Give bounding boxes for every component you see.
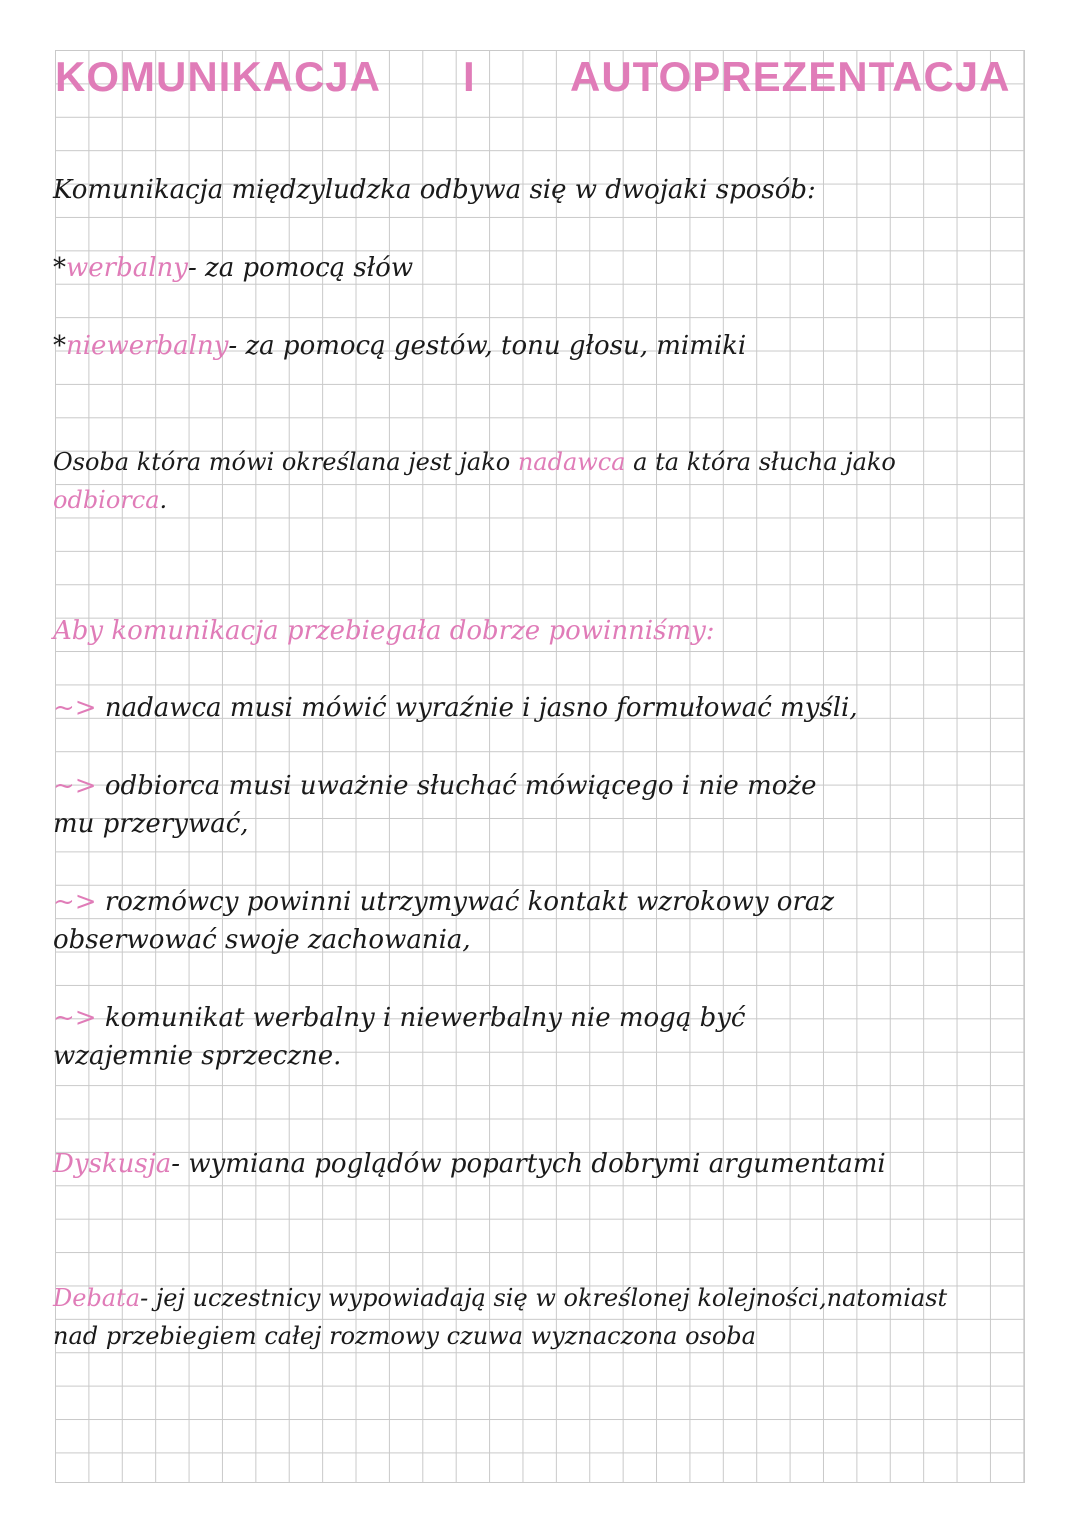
rules-heading: Aby komunikacja przebiegała dobrze powinniśmy: bbox=[53, 616, 715, 646]
page-title bbox=[55, 52, 1011, 102]
rule-item bbox=[53, 768, 816, 804]
term-nadawca: nadawca bbox=[517, 448, 626, 476]
arrow-icon: ~> bbox=[53, 887, 97, 917]
roles-text: a ta która słucha jako bbox=[625, 448, 896, 476]
rule-item-continued: mu przerywać, bbox=[53, 809, 249, 839]
title-word-autoprezentacja: AUTOPREZENTACJA bbox=[570, 53, 1011, 100]
rule-item bbox=[53, 1000, 746, 1036]
definition-text: - wymiana poglądów popartych dobrymi argumentami bbox=[171, 1149, 886, 1179]
definition-dyskusja bbox=[53, 1146, 886, 1182]
definition-debata bbox=[53, 1280, 947, 1316]
definition-debata-continued: nad przebiegiem całej rozmowy czuwa wyznaczona osoba bbox=[53, 1322, 756, 1350]
term-debata: Debata bbox=[53, 1284, 141, 1312]
arrow-icon: ~> bbox=[53, 771, 97, 801]
title-word-komunikacja: KOMUNIKACJA bbox=[55, 53, 381, 100]
rule-text: odbiorca musi uważnie słuchać mówiącego i nie może bbox=[96, 771, 817, 801]
definition-text: - jej uczestnicy wypowiadają się w określonej kolejności,natomiast bbox=[140, 1284, 948, 1312]
rule-item-continued: obserwować swoje zachowania, bbox=[53, 925, 471, 955]
rule-text: nadawca musi mówić wyraźnie i jasno formułować myśli, bbox=[96, 693, 858, 723]
term-description: - za pomocą gestów, tonu głosu, mimiki bbox=[228, 331, 747, 361]
term-description: - za pomocą słów bbox=[187, 253, 414, 283]
roles-text: Osoba która mówi określana jest jako bbox=[53, 448, 518, 476]
rule-item bbox=[53, 884, 834, 920]
rule-item bbox=[53, 690, 858, 726]
term-dyskusja: Dyskusja bbox=[53, 1149, 172, 1179]
arrow-icon: ~> bbox=[53, 1003, 97, 1033]
intro-text: Komunikacja międzyludzka odbywa się w dwojaki sposób: bbox=[53, 175, 816, 205]
bullet: * bbox=[53, 253, 66, 283]
type-nonverbal bbox=[53, 328, 746, 364]
title-word-i: I bbox=[463, 53, 476, 100]
roles-end: . bbox=[159, 486, 168, 514]
roles-line-1 bbox=[53, 444, 896, 480]
term-werbalny: werbalny bbox=[66, 253, 188, 283]
term-odbiorca: odbiorca bbox=[53, 486, 160, 514]
term-niewerbalny: niewerbalny bbox=[66, 331, 229, 361]
rule-item-continued: wzajemnie sprzeczne. bbox=[53, 1041, 342, 1071]
rule-text: komunikat werbalny i niewerbalny nie mogą być bbox=[96, 1003, 746, 1033]
type-verbal bbox=[53, 250, 413, 286]
arrow-icon: ~> bbox=[53, 693, 97, 723]
roles-line-2 bbox=[53, 482, 167, 518]
bullet: * bbox=[53, 331, 66, 361]
rule-text: rozmówcy powinni utrzymywać kontakt wzrokowy oraz bbox=[96, 887, 835, 917]
